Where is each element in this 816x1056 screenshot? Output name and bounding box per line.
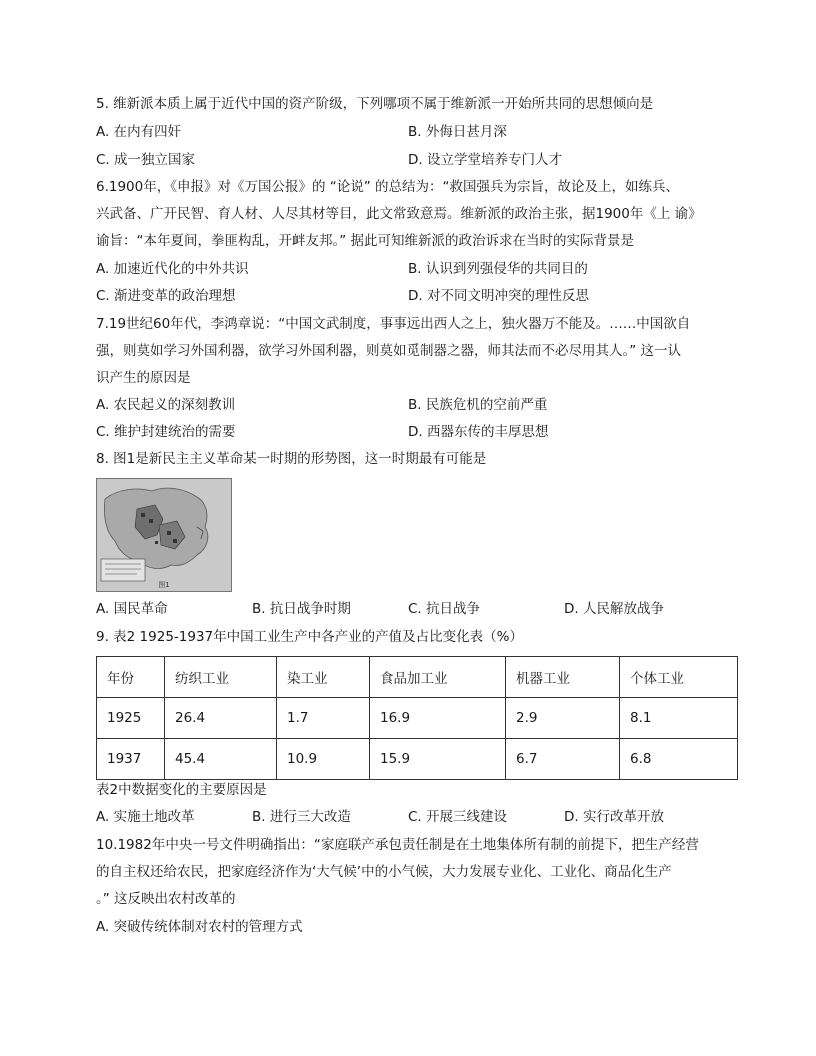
q9-option-b: B. 进行三大改造	[252, 809, 351, 825]
table-cell: 10.9	[277, 739, 370, 780]
table-cell: 26.4	[165, 698, 277, 739]
header-year: 年份	[97, 657, 165, 698]
question-10-line-2: 的自主权还给农民，把家庭经济作为‘大气候’中的小气候，大力发展专业化、工业化、商品化生产	[96, 864, 672, 880]
q7-option-c: C. 维护封建统治的需要	[96, 424, 236, 440]
q8-option-c: C. 抗日战争	[408, 601, 481, 617]
q7-option-d: D. 西器东传的丰厚思想	[408, 424, 549, 440]
q5-option-a: A. 在内有四奸	[96, 124, 182, 140]
q10-option-a: A. 突破传统体制对农村的管理方式	[96, 919, 303, 935]
question-5-stem: 5. 维新派本质上属于近代中国的资产阶级，下列哪项不属于维新派一开始所共同的思想倾向是	[96, 96, 654, 112]
q6-option-c: C. 渐进变革的政治理想	[96, 288, 236, 304]
industry-output-table	[96, 656, 738, 780]
situation-map-figure	[96, 478, 232, 592]
q8-option-d: D. 人民解放战争	[564, 601, 664, 617]
q5-option-b: B. 外侮日甚月深	[408, 124, 507, 140]
header-textile: 纺织工业	[165, 657, 277, 698]
header-individual: 个体工业	[620, 657, 738, 698]
question-10-line-1: 10.1982年中央一号文件明确指出：“家庭联产承包责任制是在土地集体所有制的前提下，把生产经营	[96, 837, 699, 853]
table-cell: 15.9	[370, 739, 506, 780]
question-6-line-3: 谕旨：“本年夏间，拳匪构乱，开衅友邦。” 据此可知维新派的政治诉求在当时的实际背景是	[96, 233, 635, 249]
header-food: 食品加工业	[370, 657, 506, 698]
q5-option-d: D. 设立学堂培养专门人才	[408, 152, 562, 168]
question-9-followup: 表2中数据变化的主要原因是	[96, 782, 267, 798]
table-row	[97, 739, 738, 780]
table-cell: 8.1	[620, 698, 738, 739]
table-row	[97, 698, 738, 739]
q6-option-b: B. 认识到列强侵华的共同目的	[408, 261, 588, 277]
table-cell: 1925	[97, 698, 165, 739]
question-6-line-1: 6.1900年，《申报》对《万国公报》的 “论说” 的总结为：“救国强兵为宗旨，故论及上，如练兵、	[96, 179, 680, 195]
table-cell: 1.7	[277, 698, 370, 739]
q6-option-d: D. 对不同文明冲突的理性反思	[408, 288, 589, 304]
question-8-stem: 8. 图1是新民主主义革命某一时期的形势图，这一时期最有可能是	[96, 451, 487, 467]
question-7-line-3: 识产生的原因是	[96, 370, 191, 386]
question-7-line-2: 强，则莫如学习外国利器，欲学习外国利器，则莫如觅制器之器，师其法而不必尽用其人。” 这一认	[96, 343, 682, 359]
q7-option-a: A. 农民起义的深刻教训	[96, 397, 236, 413]
header-dyeing: 染工业	[277, 657, 370, 698]
table-cell: 16.9	[370, 698, 506, 739]
question-10-line-3: 。” 这反映出农村改革的	[96, 891, 236, 907]
q9-option-d: D. 实行改革开放	[564, 809, 664, 825]
question-7-line-1: 7.19世纪60年代，李鸿章说：“中国文武制度，事事远出西人之上，独火器万不能及。……中国欲自	[96, 316, 691, 332]
table-cell: 1937	[97, 739, 165, 780]
q9-option-c: C. 开展三线建设	[408, 809, 508, 825]
q6-option-a: A. 加速近代化的中外共识	[96, 261, 249, 277]
table-cell: 6.7	[506, 739, 620, 780]
header-machine: 机器工业	[506, 657, 620, 698]
question-6-line-2: 兴武备、广开民智、育人材、人尽其材等目，此文常致意焉。维新派的政治主张，据1900年《上 谕》	[96, 206, 702, 222]
table-cell: 2.9	[506, 698, 620, 739]
table-cell: 45.4	[165, 739, 277, 780]
table-header-row	[97, 657, 738, 698]
q8-option-b: B. 抗日战争时期	[252, 601, 351, 617]
figure-caption: 图1	[158, 581, 170, 589]
q9-option-a: A. 实施土地改革	[96, 809, 195, 825]
question-9-stem: 9. 表2 1925-1937年中国工业生产中各产业的产值及占比变化表（%）	[96, 629, 523, 645]
map-image	[97, 479, 231, 591]
table-cell: 6.8	[620, 739, 738, 780]
q8-option-a: A. 国民革命	[96, 601, 168, 617]
q7-option-b: B. 民族危机的空前严重	[408, 397, 548, 413]
q5-option-c: C. 成一独立国家	[96, 152, 196, 168]
